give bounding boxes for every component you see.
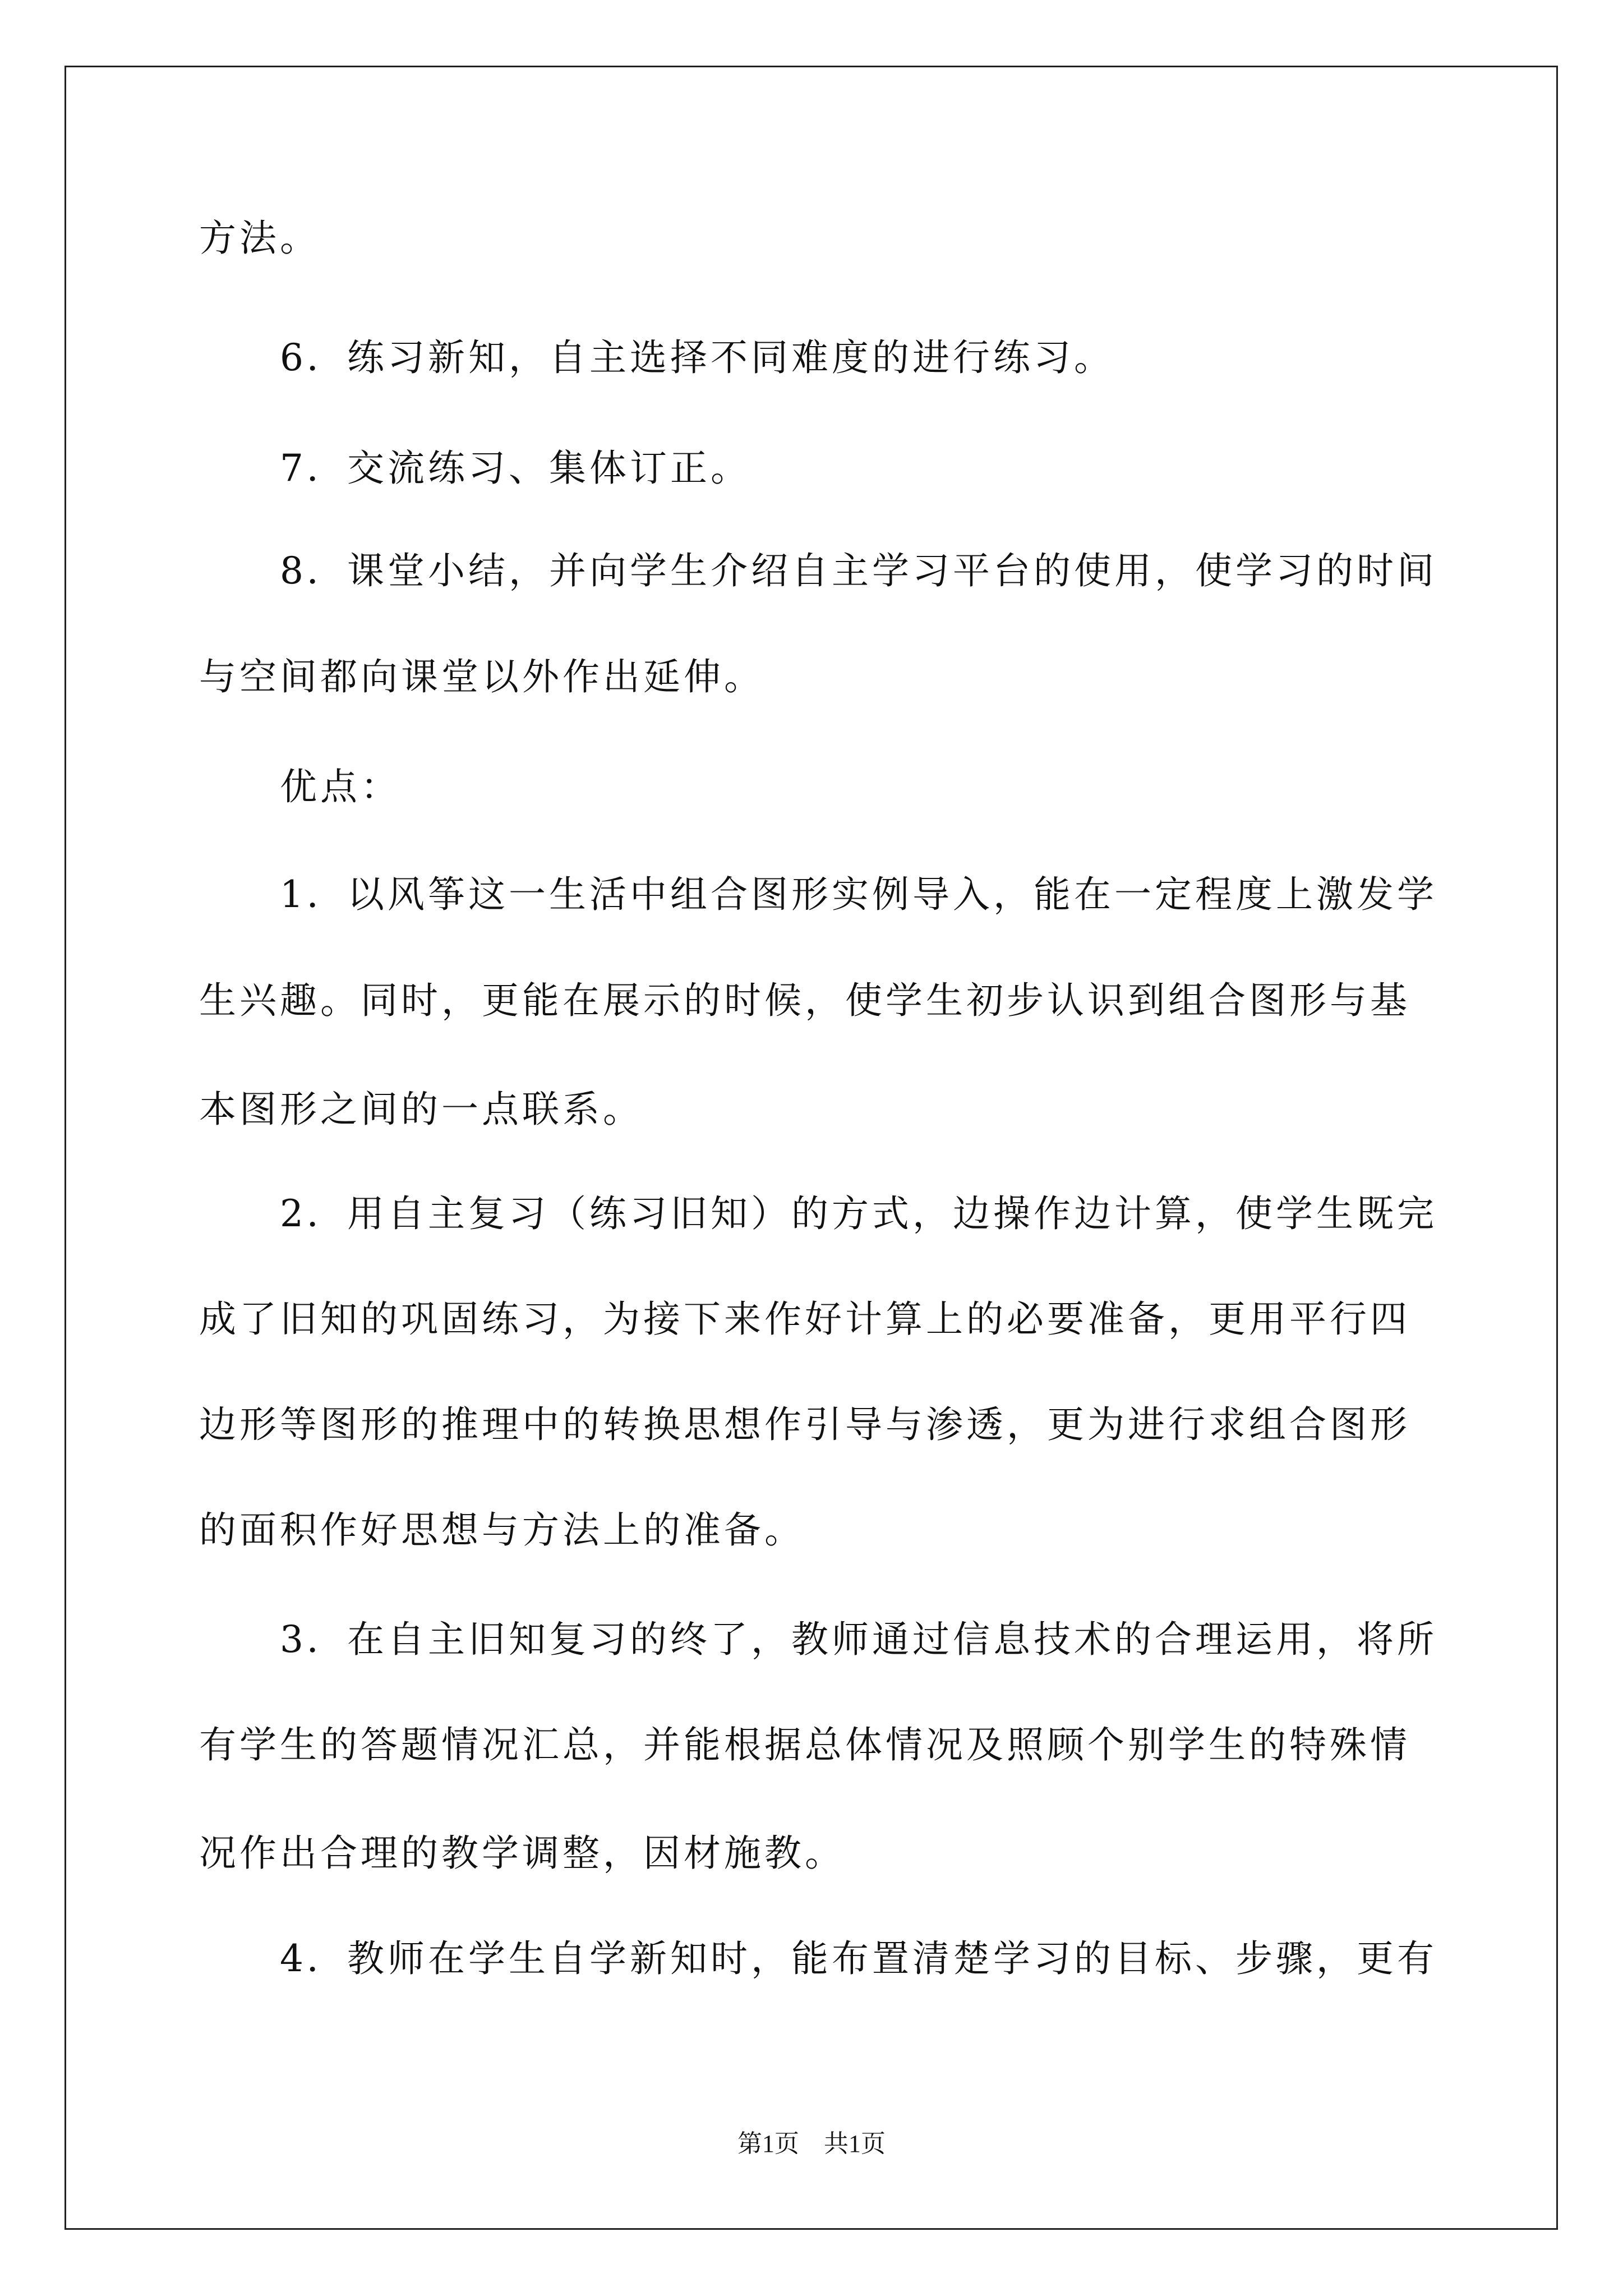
text-line-8: 生兴趣。同时，更能在展示的时候，使学生初步认识到组合图形与基 <box>199 979 1410 1022</box>
page-border <box>64 66 1558 2230</box>
text-line-9: 本图形之间的一点联系。 <box>199 1088 643 1131</box>
text-line-2: 6．练习新知，自主选择不同难度的进行练习。 <box>199 336 1114 379</box>
text-line-14: 3．在自主旧知复习的终了，教师通过信息技术的合理运用，将所 <box>199 1618 1437 1661</box>
text-line-16: 况作出合理的教学调整，因材施教。 <box>199 1832 845 1875</box>
text-line-1: 方法。 <box>199 217 320 260</box>
text-line-6: 优点： <box>199 765 401 808</box>
text-line-4: 8．课堂小结，并向学生介绍自主学习平台的使用，使学习的时间 <box>199 549 1437 592</box>
text-line-15: 有学生的答题情况汇总，并能根据总体情况及照顾个别学生的特殊情 <box>199 1723 1410 1766</box>
text-line-7: 1．以风筝这一生活中组合图形实例导入，能在一定程度上激发学 <box>199 873 1437 916</box>
text-line-17: 4．教师在学生自学新知时，能布置清楚学习的目标、步骤，更有 <box>199 1937 1437 1980</box>
page-footer: 第1页 共1页 <box>737 2130 886 2157</box>
text-line-11: 成了旧知的巩固练习，为接下来作好计算上的必要准备，更用平行四 <box>199 1297 1410 1341</box>
text-line-3: 7．交流练习、集体订正。 <box>199 447 751 490</box>
text-line-10: 2．用自主复习（练习旧知）的方式，边操作边计算，使学生既完 <box>199 1192 1437 1235</box>
text-line-12: 边形等图形的推理中的转换思想作引导与渗透，更为进行求组合图形 <box>199 1403 1410 1446</box>
text-line-13: 的面积作好思想与方法上的准备。 <box>199 1508 805 1552</box>
text-line-5: 与空间都向课堂以外作出延伸。 <box>199 655 764 698</box>
